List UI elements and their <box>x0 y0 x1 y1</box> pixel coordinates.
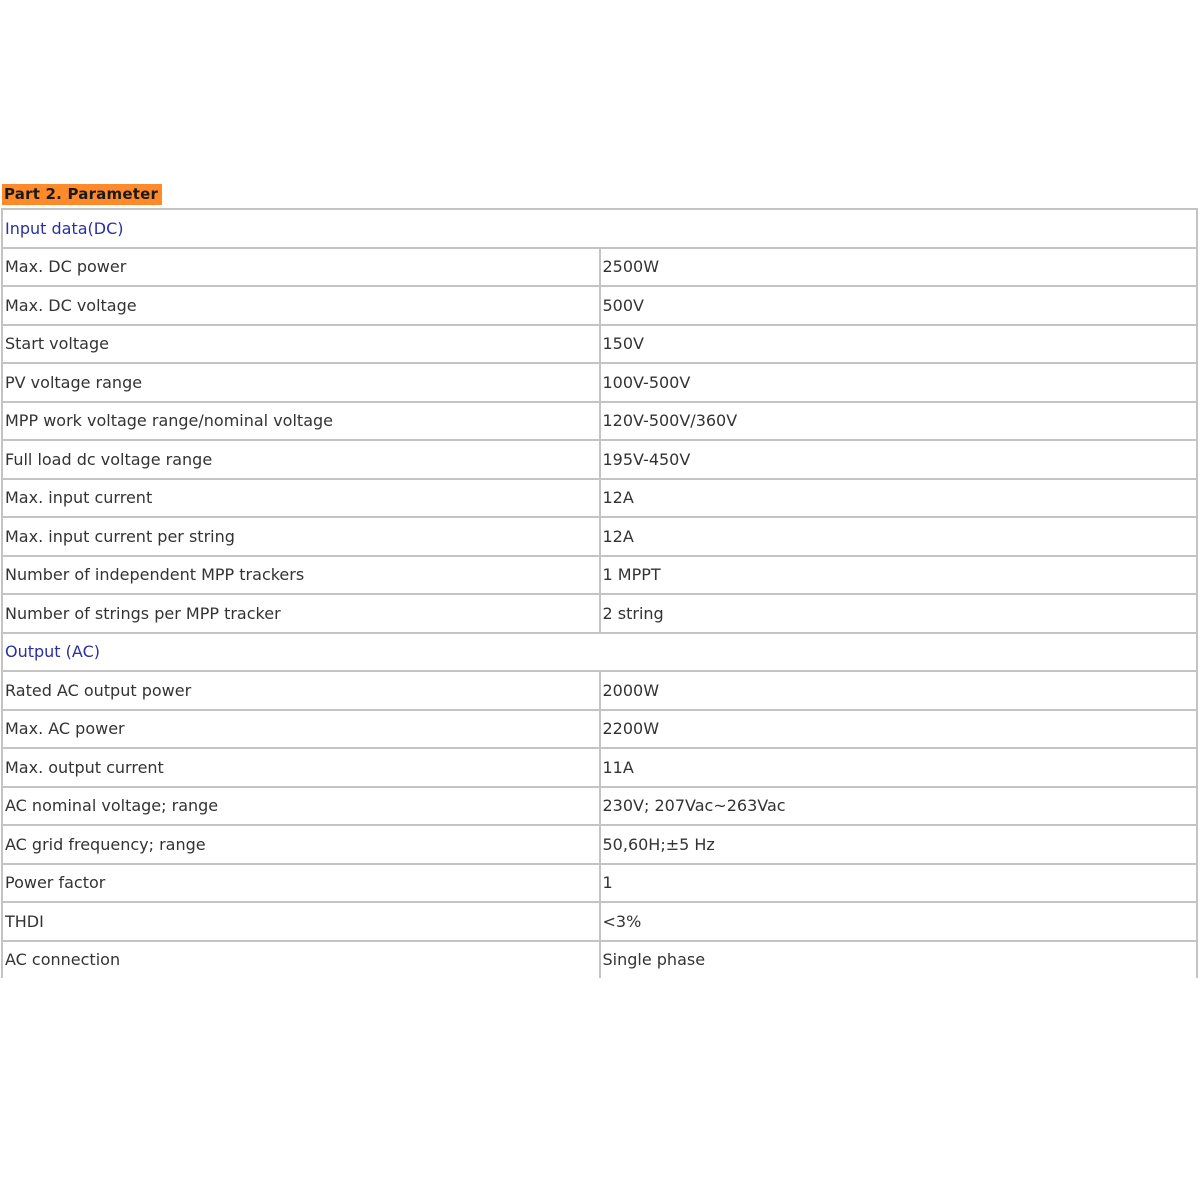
table-row <box>2 556 1197 595</box>
table-row <box>2 864 1197 903</box>
param-label: Number of independent MPP trackers <box>2 556 600 595</box>
table-row <box>2 902 1197 941</box>
table-row <box>2 748 1197 787</box>
param-label: PV voltage range <box>2 363 600 402</box>
param-label: AC connection <box>2 941 600 978</box>
param-value: 150V <box>600 325 1198 364</box>
group-header-output <box>2 633 1197 672</box>
param-label: AC grid frequency; range <box>2 825 600 864</box>
table-row <box>2 286 1197 325</box>
param-label: Power factor <box>2 864 600 903</box>
param-value: 230V; 207Vac~263Vac <box>600 787 1198 826</box>
param-label: Number of strings per MPP tracker <box>2 594 600 633</box>
param-value: Single phase <box>600 941 1198 978</box>
param-value: 2000W <box>600 671 1198 710</box>
param-label: Max. input current per string <box>2 517 600 556</box>
param-value: 2 string <box>600 594 1198 633</box>
table-row <box>2 402 1197 441</box>
param-value: 120V-500V/360V <box>600 402 1198 441</box>
param-value: <3% <box>600 902 1198 941</box>
param-value: 195V-450V <box>600 440 1198 479</box>
group-heading: Output (AC) <box>2 633 1197 672</box>
param-label: Max. AC power <box>2 710 600 749</box>
param-value: 1 <box>600 864 1198 903</box>
table-row <box>2 594 1197 633</box>
param-label: Max. input current <box>2 479 600 518</box>
param-label: AC nominal voltage; range <box>2 787 600 826</box>
section-title: Part 2. Parameter <box>2 184 162 205</box>
param-value: 2200W <box>600 710 1198 749</box>
param-value: 100V-500V <box>600 363 1198 402</box>
group-heading: Input data(DC) <box>2 209 1197 248</box>
param-label: Rated AC output power <box>2 671 600 710</box>
param-label: Max. output current <box>2 748 600 787</box>
param-label: THDI <box>2 902 600 941</box>
param-label: Max. DC power <box>2 248 600 287</box>
table-row <box>2 325 1197 364</box>
parameter-table <box>1 208 1198 978</box>
table-row <box>2 710 1197 749</box>
param-value: 11A <box>600 748 1198 787</box>
param-label: Start voltage <box>2 325 600 364</box>
param-label: Full load dc voltage range <box>2 440 600 479</box>
table-row <box>2 479 1197 518</box>
param-value: 50,60H;±5 Hz <box>600 825 1198 864</box>
param-label: MPP work voltage range/nominal voltage <box>2 402 600 441</box>
table-row <box>2 825 1197 864</box>
param-value: 500V <box>600 286 1198 325</box>
table-row <box>2 363 1197 402</box>
param-value: 12A <box>600 517 1198 556</box>
table-row <box>2 787 1197 826</box>
param-value: 12A <box>600 479 1198 518</box>
table-row <box>2 440 1197 479</box>
table-row <box>2 517 1197 556</box>
param-label: Max. DC voltage <box>2 286 600 325</box>
table-row <box>2 671 1197 710</box>
table-row <box>2 941 1197 978</box>
param-value: 2500W <box>600 248 1198 287</box>
group-header-input <box>2 209 1197 248</box>
param-value: 1 MPPT <box>600 556 1198 595</box>
table-row <box>2 248 1197 287</box>
